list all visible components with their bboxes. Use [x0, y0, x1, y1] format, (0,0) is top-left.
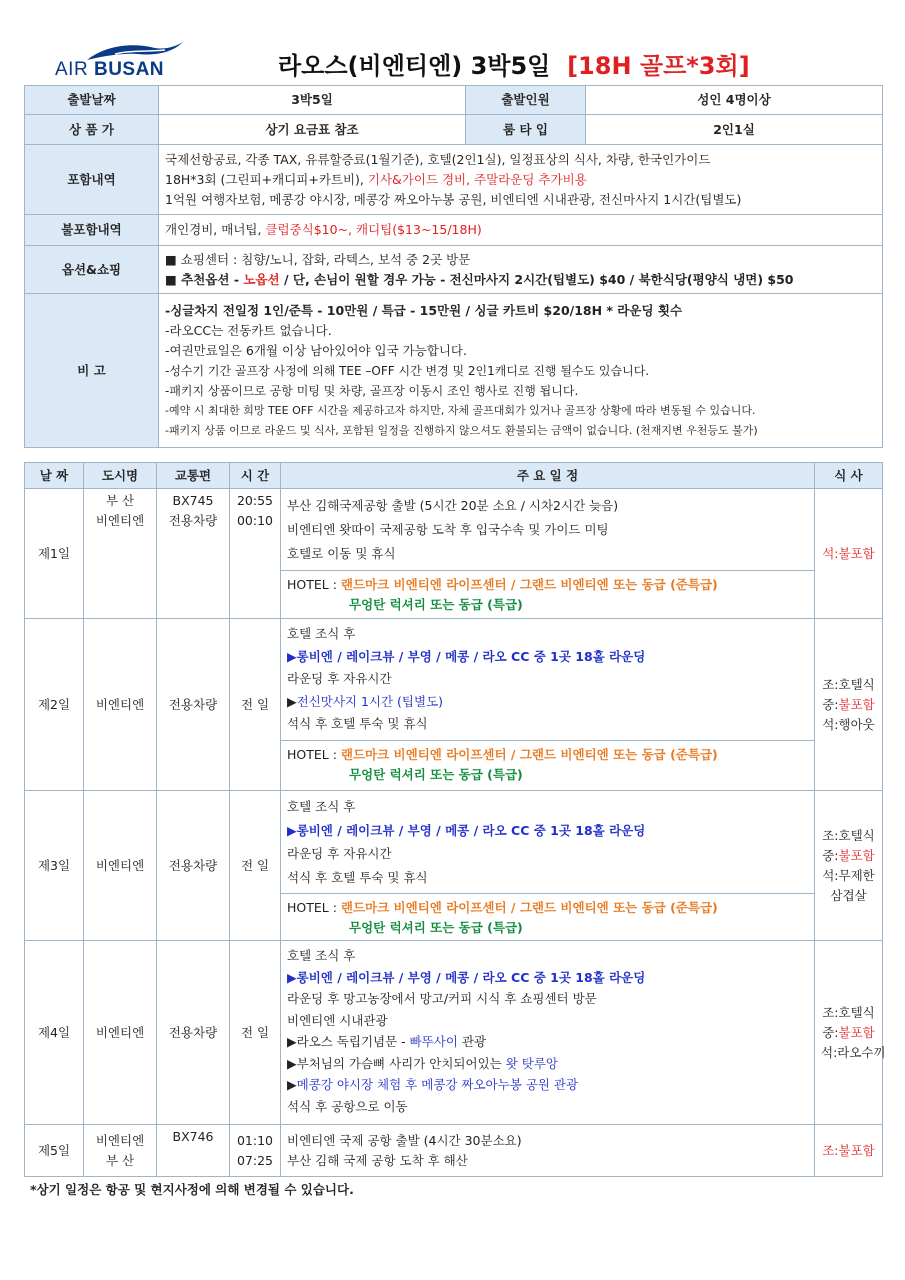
- day-5-meal: 조:불포함: [815, 1125, 883, 1177]
- day-5-time: 01:10 07:25: [230, 1125, 281, 1177]
- day-2-hotel: HOTEL : 랜드마크 비엔티엔 라이프센터 / 그랜드 비엔티엔 또는 동급 (준특급) 무엉탄 럭셔리 또는 동급 (특급): [281, 740, 814, 787]
- footer-note: *상기 일정은 항공 및 현지사정에 의해 변경될 수 있습니다.: [30, 1182, 354, 1197]
- option-shopping-label: 옵션&쇼핑: [25, 246, 159, 294]
- people-value: 성인 4명이상: [586, 86, 883, 115]
- air-busan-logo: [55, 40, 185, 82]
- day-4-plan: 호텔 조식 후 ▶롱비엔 / 레이크뷰 / 부영 / 메콩 / 라오 CC 중 1곳 18홀 라운딩 라운딩 후 망고농장에서 망고/커피 시식 후 쇼핑센터 방문 비엔티엔 시내관광 ▶라오스 독립기념문 - 빠뚜사이 관광 ▶부처님의 가슴뼈 사리가 안치되어있는 왓 탓루앙 ▶메콩강 야시장 체험 후 메콩강 짜오아누봉 공원 관광 석식 후 공항으로 이동: [281, 941, 815, 1125]
- title-golf-tag: [18H 골프*3회]: [567, 52, 750, 80]
- day-2-label: 제2일: [25, 619, 84, 791]
- included-label: 포함내역: [25, 145, 159, 215]
- day-3-transport: 전용차량: [157, 791, 230, 941]
- page-header: [0, 0, 905, 84]
- day-4-time: 전 일: [230, 941, 281, 1125]
- table-row: [25, 619, 883, 791]
- option-shopping-content: ■ 쇼핑센터 : 침향/노니, 잡화, 라텍스, 보석 중 2곳 방문 ■ 추천옵션 - 노옵션 / 단, 손님이 원할 경우 가능 - 전신마사지 2시간(팁별도) $40 / 북한식당(평양식 냉면) $50: [159, 246, 883, 294]
- itinerary-table: [24, 462, 886, 1177]
- people-label: 출발인원: [466, 86, 586, 115]
- price-label: 상 품 가: [25, 115, 159, 145]
- notes-content: -싱글차지 전일정 1인/준특 - 10만원 / 특급 - 15만원 / 싱글 카트비 $20/18H * 라운딩 횟수 -라오CC는 전동카트 없습니다. -여권만료일은 6개월 이상 남아있어야 입국 가능합니다. -성수기 기간 골프장 사정에 의해 TEE –OFF 시간 변경 및 2인1캐디로 진행 될수도 있습니다. -패키지 상품이므로 공항 미팅 및 차량, 골프장 이동시 조인 행사로 진행 됩니다. -예약 시 최대한 희망 TEE OFF 시간을 제공하고자 하지만, 자체 골프대회가 있거나 골프장 상황에 따라 변동될 수 있습니다. -패키지 상품 이므로 라운드 및 식사, 포함된 일정을 진행하지 않으셔도 환불되는 금액이 없습니다. (천재지변 우천등도 불가): [159, 294, 883, 448]
- day-2-city: 비엔티엔: [84, 619, 157, 791]
- day-1-city: 부 산 비엔티엔: [84, 489, 157, 619]
- day-3-time: 전 일: [230, 791, 281, 941]
- day-5-plan: 비엔티엔 국제 공항 출발 (4시간 30분소요) 부산 김해 국제 공항 도착 후 해산: [281, 1125, 815, 1177]
- day-4-label: 제4일: [25, 941, 84, 1125]
- table-row: [25, 791, 883, 941]
- day-3-city: 비엔티엔: [84, 791, 157, 941]
- col-meal-header: 식 사: [815, 463, 883, 489]
- day-3-plan: 호텔 조식 후 ▶롱비엔 / 레이크뷰 / 부영 / 메콩 / 라오 CC 중 1곳 18홀 라운딩 라운딩 후 자유시간 석식 후 호텔 투숙 및 휴식 HOTEL : 랜드마크 비엔티엔 라이프센터 / 그랜드 비엔티엔 또는 동급 (준특급) 무엉탄 럭셔리 또는 동급 (특급): [281, 791, 815, 941]
- room-label: 룸 타 입: [466, 115, 586, 145]
- col-city-header: 도시명: [84, 463, 157, 489]
- col-time-header: 시 간: [230, 463, 281, 489]
- day-1-time: 20:55 00:10: [230, 489, 281, 619]
- day-4-transport: 전용차량: [157, 941, 230, 1125]
- col-transport-header: 교통편: [157, 463, 230, 489]
- day-3-meal: 조:호텔식 중:불포함 석:무제한 삼겹살: [815, 791, 883, 941]
- day-5-city: 비엔티엔 부 산: [84, 1125, 157, 1177]
- logo-text: AIR BUSAN: [55, 59, 165, 80]
- table-row: [25, 941, 883, 1125]
- day-5-transport: BX746: [157, 1125, 230, 1177]
- day-4-meal: 조:호텔식 중:불포함 석:라오수끼: [815, 941, 883, 1125]
- room-value: 2인1실: [586, 115, 883, 145]
- day-1-hotel: HOTEL : 랜드마크 비엔티엔 라이프센터 / 그랜드 비엔티엔 또는 동급 (준특급) 무엉탄 럭셔리 또는 동급 (특급): [281, 570, 814, 617]
- day-5-label: 제5일: [25, 1125, 84, 1177]
- depart-value: 3박5일: [159, 86, 466, 115]
- product-info-table: [24, 85, 883, 448]
- notes-label: 비 고: [25, 294, 159, 448]
- day-2-plan: 호텔 조식 후 ▶롱비엔 / 레이크뷰 / 부영 / 메콩 / 라오 CC 중 1곳 18홀 라운딩 라운딩 후 자유시간 ▶전신맛사지 1시간 (팁별도) 석식 후 호텔 투숙 및 휴식 HOTEL : 랜드마크 비엔티엔 라이프센터 / 그랜드 비엔티엔 또는 동급 (준특급) 무엉탄 럭셔리 또는 동급 (특급): [281, 619, 815, 791]
- col-plan-header: 주 요 일 정: [281, 463, 815, 489]
- price-value: 상기 요금표 참조: [159, 115, 466, 145]
- day-3-label: 제3일: [25, 791, 84, 941]
- page-title: 라오스(비엔티엔) 3박5일 [18H 골프*3회]: [278, 52, 750, 80]
- excluded-label: 불포함내역: [25, 215, 159, 246]
- table-row: [25, 1125, 883, 1177]
- day-2-time: 전 일: [230, 619, 281, 791]
- day-4-city: 비엔티엔: [84, 941, 157, 1125]
- table-row: [25, 489, 883, 619]
- day-3-hotel: HOTEL : 랜드마크 비엔티엔 라이프센터 / 그랜드 비엔티엔 또는 동급 (준특급) 무엉탄 럭셔리 또는 동급 (특급): [281, 893, 814, 940]
- day-1-label: 제1일: [25, 489, 84, 619]
- day-1-meal: 석:불포함: [815, 489, 883, 619]
- excluded-content: 개인경비, 매너팁, 클럽중식$10~, 캐디팁($13~15/18H): [159, 215, 883, 246]
- included-content: 국제선항공료, 각종 TAX, 유류할증료(1월기준), 호텔(2인1실), 일정표상의 식사, 차량, 한국인가이드 18H*3회 (그린피+캐디피+카트비), 기사&가이드 경비, 주말라운딩 추가비용 1억원 여행자보험, 메콩강 야시장, 메콩강 짜오아누봉 공원, 비엔티엔 시내관광, 전신마사지 1시간(팁별도): [159, 145, 883, 215]
- depart-label: 출발날짜: [25, 86, 159, 115]
- day-2-transport: 전용차량: [157, 619, 230, 791]
- day-1-plan: 부산 김해국제공항 출발 (5시간 20분 소요 / 시차2시간 늦음) 비엔티엔 왓따이 국제공항 도착 후 입국수속 및 가이드 미팅 호텔로 이동 및 휴식 HOTEL : 랜드마크 비엔티엔 라이프센터 / 그랜드 비엔티엔 또는 동급 (준특급) 무엉탄 럭셔리 또는 동급 (특급): [281, 489, 815, 619]
- col-date-header: 날 짜: [25, 463, 84, 489]
- day-2-meal: 조:호텔식 중:불포함 석:행아웃: [815, 619, 883, 791]
- day-1-transport: BX745 전용차량: [157, 489, 230, 619]
